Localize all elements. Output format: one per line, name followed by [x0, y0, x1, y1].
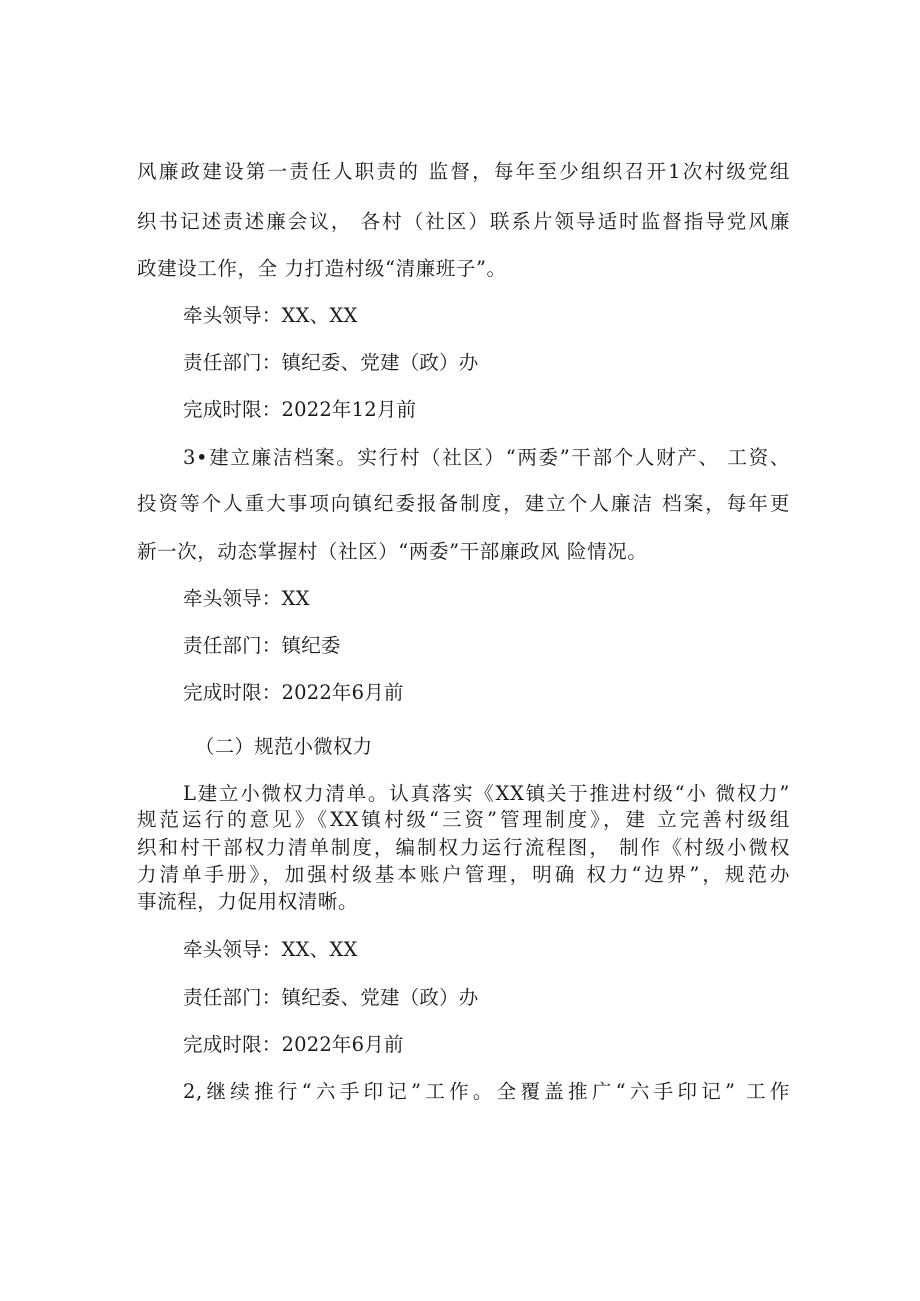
paragraph-line: 3•建立廉洁档案。实行村（社区）“两委”干部个人财产、 工资、	[183, 446, 790, 469]
responsible-dept-line: 责任部门：镇纪委、党建（政）办	[183, 986, 479, 1009]
deadline-line: 完成时限：2022年6月前	[183, 681, 404, 704]
responsible-dept-line: 责任部门：镇纪委、党建（政）办	[183, 351, 479, 374]
responsible-dept-line: 责任部门：镇纪委	[183, 634, 341, 657]
paragraph-line: 风廉政建设第一责任人职责的 监督，每年至少组织召开1次村级党组	[137, 160, 790, 183]
paragraph-line: 织和村干部权力清单制度，编制权力运行流程图， 制作《村级小微权	[137, 836, 790, 859]
deadline-line: 完成时限：2022年6月前	[183, 1033, 404, 1056]
lead-leader-line: 牵头领导：XX、XX	[183, 938, 358, 961]
paragraph-line: L建立小微权力清单。认真落实《XX镇关于推进村级“小 微权力”	[183, 782, 790, 805]
section-heading: （二）规范小微权力	[195, 735, 373, 758]
deadline-line: 完成时限：2022年12月前	[183, 398, 417, 421]
paragraph-line: 织书记述责述廉会议， 各村（社区）联系片领导适时监督指导党风廉	[137, 210, 790, 233]
paragraph-line: 新一次，动态掌握村（社区）“两委”干部廉政风 险情况。	[137, 540, 648, 563]
paragraph-line: 力清单手册》，加强村级基本账户管理，明确 权力“边界”，规范办	[137, 863, 790, 886]
lead-leader-line: 牵头领导：XX、XX	[183, 304, 358, 327]
paragraph-line: 规范运行的意见》《XX镇村级“三资”管理制度》，建 立完善村级组	[137, 808, 790, 831]
paragraph-line: 投资等个人重大事项向镇纪委报备制度，建立个人廉洁 档案，每年更	[137, 492, 790, 515]
paragraph-line: 2,继续推行“六手印记”工作。全覆盖推广“六手印记” 工作	[183, 1080, 790, 1103]
paragraph-line: 事流程，力促用权清晰。	[137, 890, 359, 913]
paragraph-line: 政建设工作，全 力打造村级“清廉班子”。	[137, 257, 507, 280]
lead-leader-line: 牵头领导：XX	[183, 587, 310, 610]
